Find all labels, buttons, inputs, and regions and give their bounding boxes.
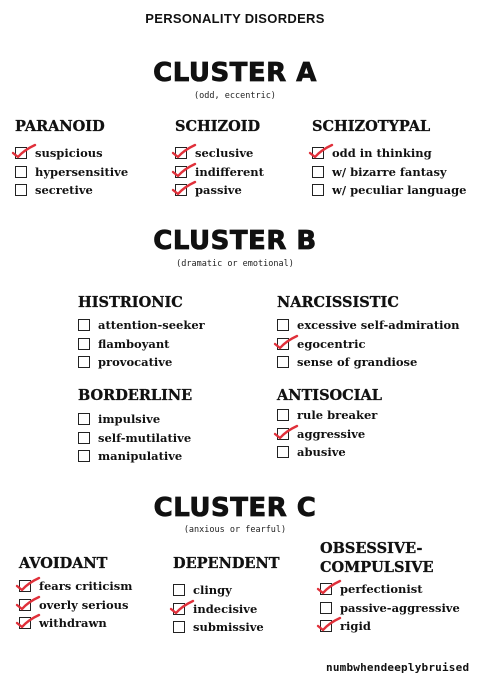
- check-mark-icon: [309, 144, 333, 160]
- checkbox[interactable]: [78, 356, 90, 368]
- checkbox[interactable]: [277, 356, 289, 368]
- check-mark-icon: [317, 580, 341, 596]
- checklist-item-grandiose: [277, 353, 460, 372]
- item-label: impulsive: [98, 412, 161, 427]
- checklist-item-aggressive: [277, 425, 382, 444]
- checkbox[interactable]: [173, 621, 185, 633]
- group-schizoid: [175, 118, 264, 200]
- group-obsessive-compulsive: [320, 539, 460, 636]
- checkbox[interactable]: [78, 319, 90, 331]
- checklist-item-perfectionist: [320, 580, 460, 599]
- checkbox[interactable]: [277, 409, 289, 421]
- group-title-borderline: BORDERLINE: [78, 387, 193, 404]
- checkbox[interactable]: [277, 428, 289, 440]
- checkbox[interactable]: [15, 184, 27, 196]
- checkbox[interactable]: [19, 599, 31, 611]
- checkbox[interactable]: [78, 450, 90, 462]
- check-mark-icon: [12, 144, 36, 160]
- checklist-item-rule-breaker: [277, 406, 382, 425]
- item-label: w/ bizarre fantasy: [332, 164, 447, 179]
- check-mark-icon: [317, 617, 341, 633]
- checklist: [78, 316, 205, 372]
- group-schizotypal: [312, 118, 466, 200]
- checklist-item-self-mutilative: [78, 429, 192, 448]
- checklist: [277, 316, 460, 372]
- group-title-schizotypal: SCHIZOTYPAL: [312, 118, 431, 135]
- item-label: attention-seeker: [98, 318, 205, 333]
- checklist-item-indifferent: [175, 163, 264, 182]
- item-label: overly serious: [39, 597, 129, 612]
- checklist-item-suspicious: [15, 144, 128, 163]
- item-label: rigid: [340, 619, 371, 634]
- checklist-item-indecisive: [173, 600, 280, 619]
- group-title-obsessive-compulsive: OBSESSIVE-COMPULSIVE: [320, 540, 434, 576]
- group-title-histrionic: HISTRIONIC: [78, 294, 183, 311]
- check-mark-icon: [16, 614, 40, 630]
- checklist-item-rigid: [320, 617, 460, 636]
- checklist-item-attention-seeker: [78, 316, 205, 335]
- item-label: indecisive: [193, 601, 258, 616]
- checkbox[interactable]: [320, 583, 332, 595]
- checklist-item-provocative: [78, 353, 205, 372]
- checklist-item-manipulative: [78, 447, 192, 466]
- checkbox[interactable]: [312, 147, 324, 159]
- check-mark-icon: [16, 577, 40, 593]
- checklist-item-bizarre-fantasy: [312, 163, 466, 182]
- cluster-c-title: CLUSTER C: [153, 493, 317, 523]
- checklist-item-secretive: [15, 181, 128, 200]
- check-mark-icon: [172, 181, 196, 197]
- checklist-item-submissive: [173, 618, 280, 637]
- item-label: manipulative: [98, 449, 183, 464]
- item-label: rule breaker: [297, 408, 378, 423]
- group-histrionic: [78, 294, 205, 372]
- group-title-narcissistic: NARCISSISTIC: [277, 294, 399, 311]
- checklist: [173, 581, 280, 637]
- item-label: provocative: [98, 355, 173, 370]
- item-label: clingy: [193, 583, 232, 598]
- checklist-item-seclusive: [175, 144, 264, 163]
- checkbox[interactable]: [175, 147, 187, 159]
- checkbox[interactable]: [173, 584, 185, 596]
- checkbox[interactable]: [78, 413, 90, 425]
- checklist-item-self-admiration: [277, 316, 460, 335]
- checkbox[interactable]: [277, 446, 289, 458]
- item-label: odd in thinking: [332, 146, 432, 161]
- checklist-item-passive: [175, 181, 264, 200]
- cluster-c-subtitle: (anxious or fearful): [183, 525, 287, 535]
- item-label: abusive: [297, 445, 346, 460]
- group-avoidant: [19, 555, 132, 633]
- checkbox[interactable]: [277, 338, 289, 350]
- watermark-text: numbwhendeeplybruised: [326, 661, 470, 674]
- cluster-b-subtitle: (dramatic or emotional): [176, 259, 294, 269]
- item-label: w/ peculiar language: [332, 183, 467, 198]
- item-label: excessive self-admiration: [297, 318, 460, 333]
- check-mark-icon: [172, 144, 196, 160]
- page-title: PERSONALITY DISORDERS: [145, 11, 325, 26]
- cluster-a-title: CLUSTER A: [153, 58, 317, 88]
- checklist-item-hypersensitive: [15, 163, 128, 182]
- group-title-dependent: DEPENDENT: [173, 555, 280, 572]
- checklist-item-abusive: [277, 443, 382, 462]
- checklist-item-flamboyant: [78, 335, 205, 354]
- item-label: passive-aggressive: [340, 600, 460, 615]
- group-title-schizoid: SCHIZOID: [175, 118, 261, 135]
- checkbox[interactable]: [320, 602, 332, 614]
- checklist: [320, 580, 460, 636]
- item-label: suspicious: [35, 146, 103, 161]
- checkbox[interactable]: [175, 166, 187, 178]
- checkbox[interactable]: [175, 184, 187, 196]
- checklist: [15, 144, 128, 200]
- checklist: [312, 144, 466, 200]
- checkbox[interactable]: [173, 603, 185, 615]
- check-mark-icon: [170, 600, 194, 616]
- item-label: secretive: [35, 183, 93, 198]
- checkbox[interactable]: [277, 319, 289, 331]
- item-label: hypersensitive: [35, 164, 129, 179]
- item-label: indifferent: [195, 164, 264, 179]
- checkbox[interactable]: [78, 338, 90, 350]
- group-antisocial: [277, 387, 382, 462]
- checklist-item-clingy: [173, 581, 280, 600]
- checklist-item-withdrawn: [19, 614, 132, 633]
- item-label: submissive: [193, 620, 264, 635]
- checkbox[interactable]: [312, 166, 324, 178]
- group-dependent: [173, 555, 280, 637]
- checklist-item-overly-serious: [19, 596, 132, 615]
- cluster-a-subtitle: (odd, eccentric): [194, 91, 276, 101]
- checkbox[interactable]: [15, 166, 27, 178]
- check-mark-icon: [172, 163, 196, 179]
- group-narcissistic: [277, 294, 460, 372]
- checklist-item-fears-criticism: [19, 577, 132, 596]
- checkbox[interactable]: [19, 617, 31, 629]
- group-title-antisocial: ANTISOCIAL: [277, 387, 382, 404]
- check-mark-icon: [16, 596, 40, 612]
- item-label: egocentric: [297, 336, 366, 351]
- checklist: [78, 410, 192, 466]
- item-label: passive: [195, 183, 242, 198]
- cluster-b-title: CLUSTER B: [153, 226, 317, 256]
- item-label: fears criticism: [39, 579, 133, 594]
- checkbox[interactable]: [320, 620, 332, 632]
- checklist: [277, 406, 382, 462]
- item-label: self-mutilative: [98, 430, 192, 445]
- checklist-item-passive-aggressive: [320, 599, 460, 618]
- checklist-item-odd-in-thinking: [312, 144, 466, 163]
- group-title-paranoid: PARANOID: [15, 118, 105, 135]
- item-label: sense of grandiose: [297, 355, 418, 370]
- check-mark-icon: [274, 425, 298, 441]
- checkbox[interactable]: [15, 147, 27, 159]
- checklist: [19, 577, 132, 633]
- checklist-item-peculiar-language: [312, 181, 466, 200]
- checkbox[interactable]: [19, 580, 31, 592]
- checklist-item-impulsive: [78, 410, 192, 429]
- item-label: seclusive: [195, 146, 254, 161]
- check-mark-icon: [274, 335, 298, 351]
- item-label: flamboyant: [98, 336, 170, 351]
- group-paranoid: [15, 118, 128, 200]
- item-label: perfectionist: [340, 582, 423, 597]
- checklist-item-egocentric: [277, 335, 460, 354]
- checklist: [175, 144, 264, 200]
- item-label: withdrawn: [39, 616, 107, 631]
- item-label: aggressive: [297, 426, 366, 441]
- checkbox[interactable]: [312, 184, 324, 196]
- checkbox[interactable]: [78, 432, 90, 444]
- group-title-avoidant: AVOIDANT: [19, 555, 108, 572]
- group-borderline: [78, 387, 192, 466]
